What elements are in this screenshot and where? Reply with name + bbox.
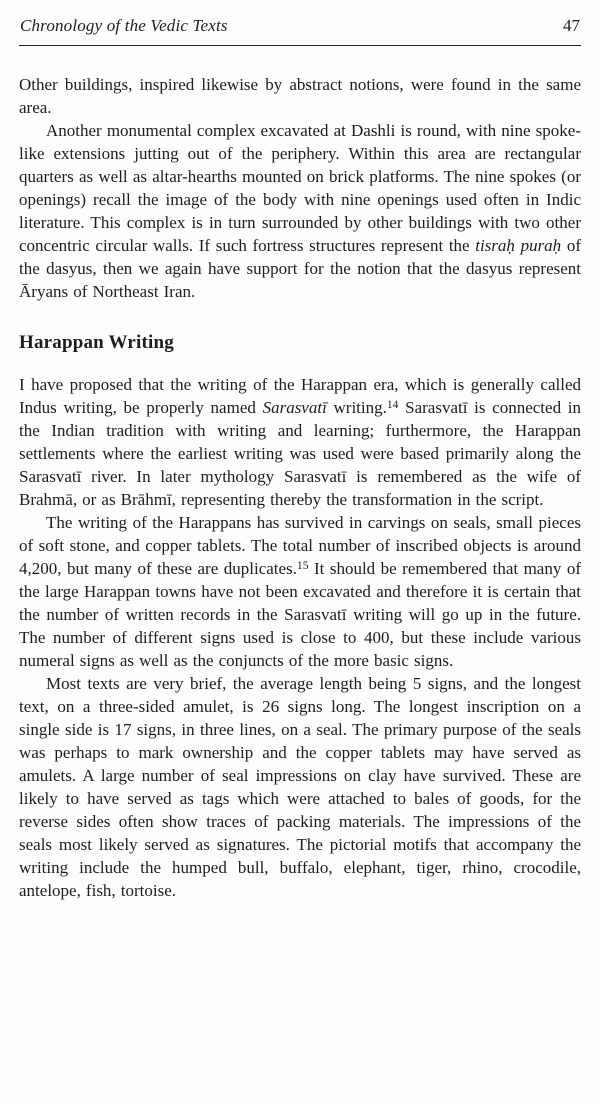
page-number: 47 xyxy=(563,16,580,35)
text-segment: Sarasvatī is connected in the Indian tradition with writing and learning; furthermore, the Harappan settlements where the earliest writing was used were based primarily along the Sarasvatī river. In later mythology Sarasvatī is remembered as the wife of Brahmā, or as Brāhmī, representing thereby the transformation in the script. xyxy=(19,398,581,509)
text-segment: It should be remembered that many of the large Harappan towns have not been excavated and therefore it is certain that the number of written records in the Sarasvatī writing will go up in the future. The number of different signs used is close to 400, but these include various numeral signs as well as the conjuncts of the more basic signs. xyxy=(19,559,582,670)
text-segment: The writing of the Harappans has survived in carvings on seals, small pieces of soft stone, and copper tablets. The total number of inscribed objects is around 4,200, but many of these are duplicates. xyxy=(19,513,581,578)
paragraph xyxy=(19,672,581,902)
section-heading: Harappan Writing xyxy=(19,332,174,353)
paragraph xyxy=(19,119,581,303)
footnote-reference: 14 xyxy=(386,397,399,411)
text-segment: writing. xyxy=(326,398,387,417)
text-segment: Other buildings, inspired likewise by abstract notions, were found in the same area. xyxy=(19,75,581,117)
header-rule xyxy=(19,45,581,46)
text-segment: Another monumental complex excavated at Dashli is round, with nine spoke-like extensions jutting out of the periphery. Within this area are rectangular quarters as well as altar-hearths mounted on brick platforms. The nine spokes (or openings) recall the image of the body with nine openings used often in Indic literature. This complex is in turn surrounded by other buildings with two other concentric circular walls. If such fortress structures represent the xyxy=(19,121,581,255)
running-title: Chronology of the Vedic Texts xyxy=(20,16,228,35)
paragraph xyxy=(19,511,581,672)
text-segment: Sarasvatī xyxy=(262,398,327,417)
text-segment: I have proposed that the writing of the Harappan era, which is generally called Indus writing, be properly named xyxy=(19,375,581,417)
text-segment: of the dasyus, then we again have support for the notion that the dasyus represent Āryans of Northeast Iran. xyxy=(19,236,581,301)
text-segment: tisraḥ puraḥ xyxy=(475,236,562,255)
text-segment: Most texts are very brief, the average length being 5 signs, and the longest text, on a three-sided amulet, is 26 signs long. The longest inscription on a single side is 17 signs, in three lines, on a seal. The primary purpose of the seals was perhaps to mark ownership and the copper tablets may have served as amulets. A large number of seal impressions on clay have survived. These are likely to have served as tags which were attached to bales of goods, for the reverse sides often show traces of packing materials. The impressions of the seals most likely served as signatures. The pictorial motifs that accompany the writing include the humped bull, buffalo, elephant, tiger, rhino, crocodile, antelope, fish, tortoise. xyxy=(19,674,581,900)
footnote-reference: 15 xyxy=(296,558,309,572)
page-header xyxy=(19,14,581,36)
paragraph xyxy=(19,73,581,119)
paragraph xyxy=(19,373,581,511)
page-body xyxy=(19,73,581,902)
